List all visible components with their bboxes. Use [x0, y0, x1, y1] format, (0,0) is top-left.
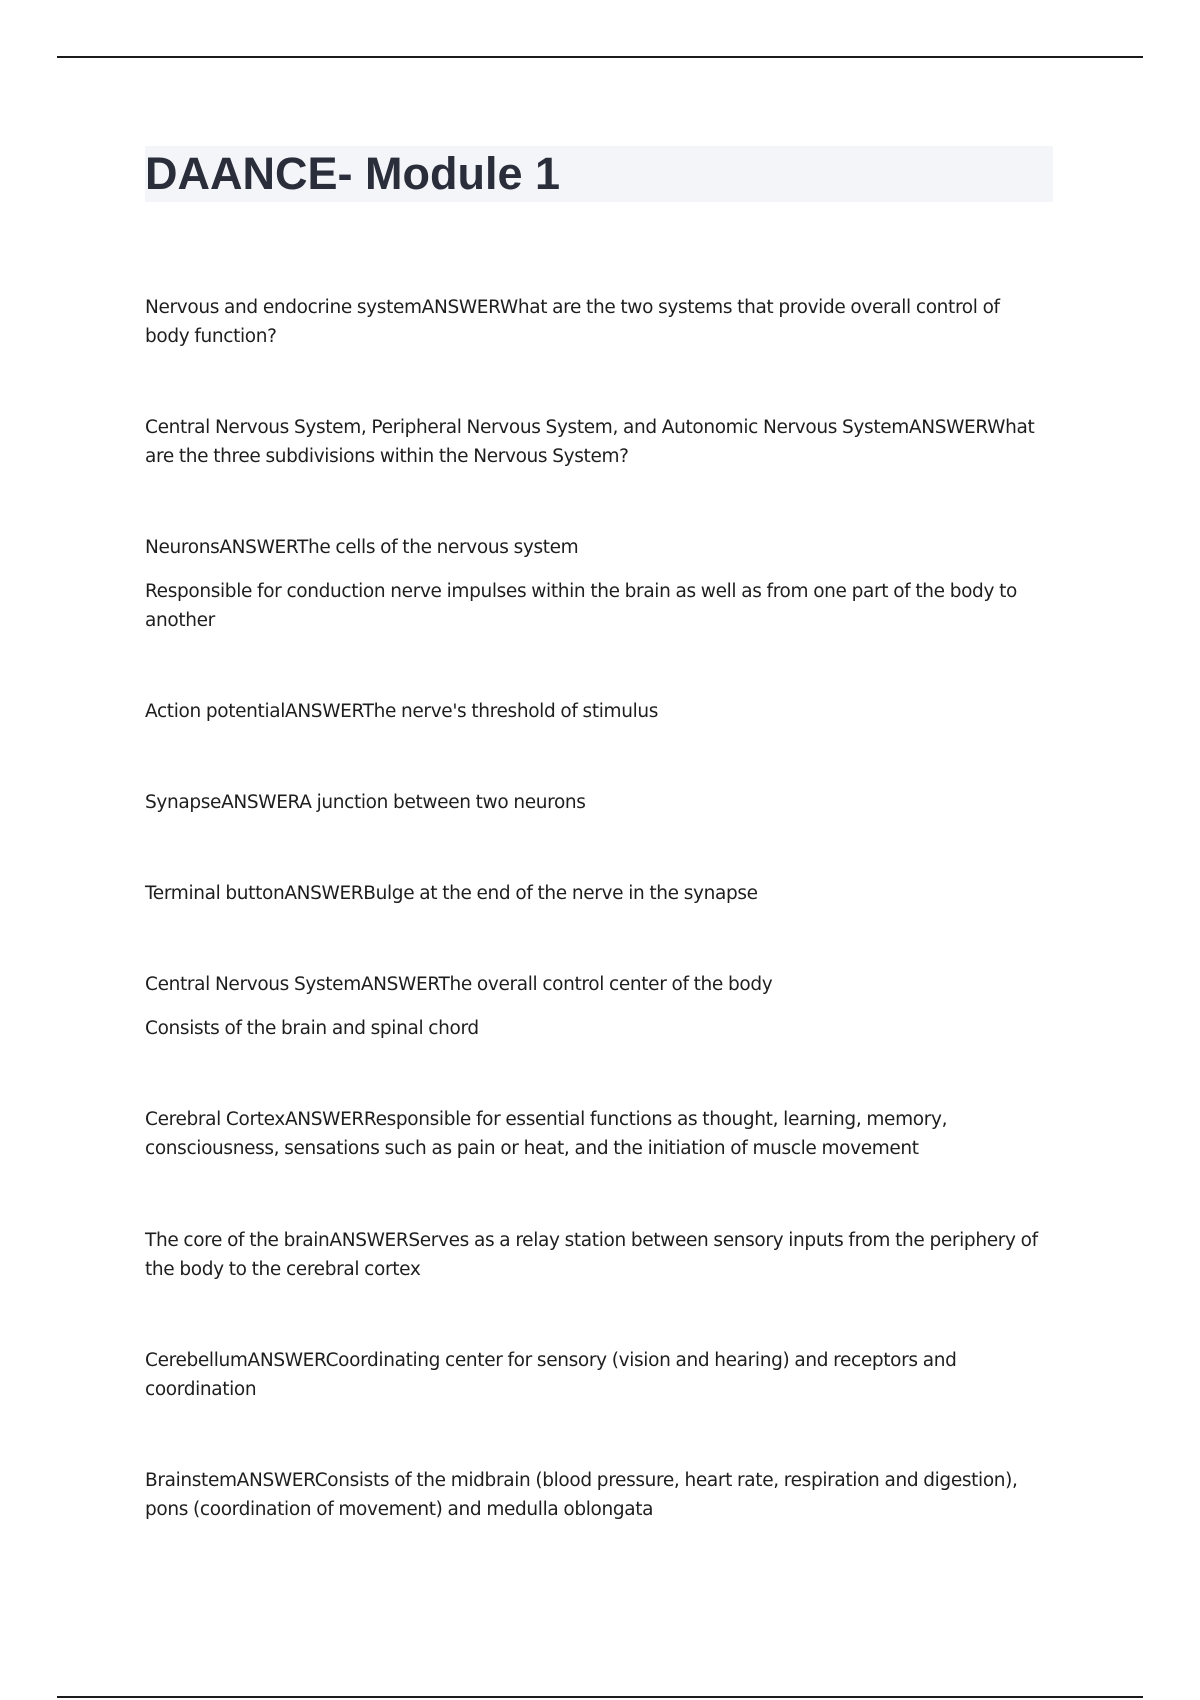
entry-line: BrainstemANSWERConsists of the midbrain (blood pressure, heart rate, respiration and digestion),: [145, 1470, 1018, 1491]
bottom-divider: [57, 1696, 1143, 1698]
qa-entry: [145, 697, 1065, 726]
qa-entry-continuation: [145, 1014, 1065, 1043]
entry-line: are the three subdivisions within the Nervous System?: [145, 446, 629, 467]
entry-line: The core of the brainANSWERServes as a relay station between sensory inputs from the periphery of: [145, 1230, 1038, 1251]
entry-line: Action potentialANSWERThe nerve's threshold of stimulus: [145, 701, 659, 722]
entry-line: Responsible for conduction nerve impulses within the brain as well as from one part of the body to: [145, 581, 1017, 602]
qa-entry: [145, 413, 1065, 471]
page-title: DAANCE- Module 1: [145, 148, 560, 199]
qa-entry: [145, 293, 1065, 351]
entry-line: another: [145, 610, 215, 631]
entry-line: SynapseANSWERA junction between two neurons: [145, 792, 586, 813]
qa-entry: [145, 788, 1065, 817]
entry-line: Central Nervous SystemANSWERThe overall control center of the body: [145, 974, 773, 995]
title-block: [145, 146, 1053, 202]
qa-entry: [145, 1105, 1065, 1163]
entry-line: coordination: [145, 1379, 257, 1400]
entry-line: Terminal buttonANSWERBulge at the end of the nerve in the synapse: [145, 883, 758, 904]
entry-line: CerebellumANSWERCoordinating center for sensory (vision and hearing) and receptors and: [145, 1350, 957, 1371]
qa-entry: [145, 533, 1065, 562]
qa-entry: [145, 1466, 1065, 1524]
qa-entry: [145, 1346, 1065, 1404]
entry-line: NeuronsANSWERThe cells of the nervous system: [145, 537, 579, 558]
entry-line: Consists of the brain and spinal chord: [145, 1018, 479, 1039]
qa-entry: [145, 970, 1065, 999]
qa-entry-continuation: [145, 577, 1065, 635]
entry-line: Cerebral CortexANSWERResponsible for essential functions as thought, learning, memory,: [145, 1109, 948, 1130]
entry-line: consciousness, sensations such as pain or heat, and the initiation of muscle movement: [145, 1138, 919, 1159]
entry-line: Central Nervous System, Peripheral Nervous System, and Autonomic Nervous SystemANSWERWhat: [145, 417, 1035, 438]
entry-line: body function?: [145, 326, 277, 347]
qa-entry: [145, 1226, 1065, 1284]
entry-line: pons (coordination of movement) and medulla oblongata: [145, 1499, 654, 1520]
entry-line: the body to the cerebral cortex: [145, 1259, 421, 1280]
entry-line: Nervous and endocrine systemANSWERWhat are the two systems that provide overall control of: [145, 297, 1000, 318]
top-divider: [57, 56, 1143, 58]
qa-entry: [145, 879, 1065, 908]
